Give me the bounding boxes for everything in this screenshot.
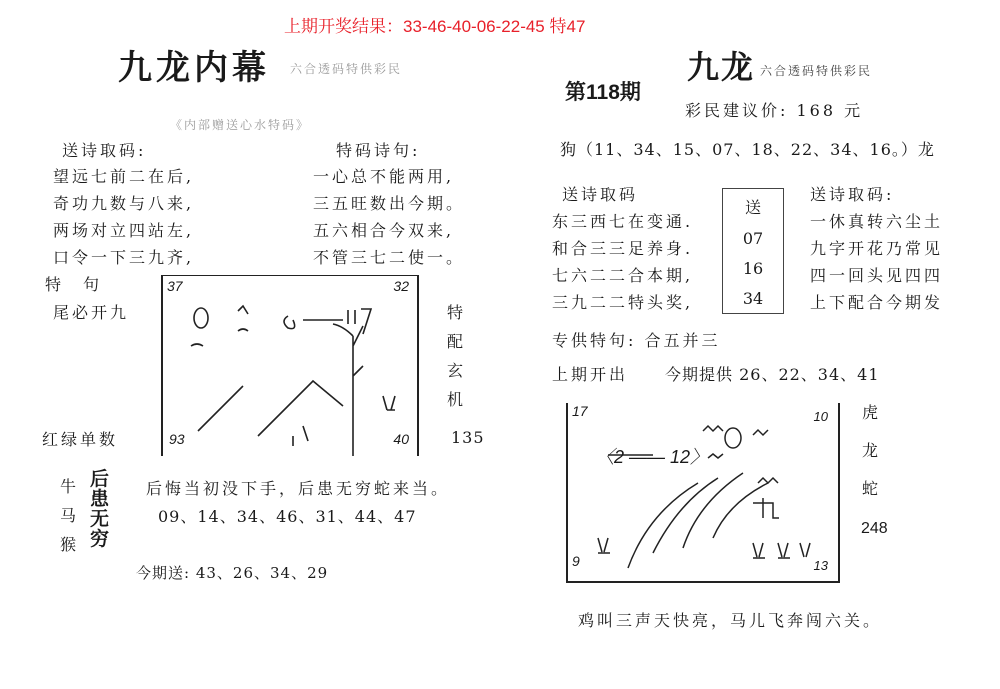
right-subtitle: 六合透码特供彩民 xyxy=(760,64,873,78)
zodiac: 猴 xyxy=(60,535,77,554)
phrase-char: 后 xyxy=(90,469,110,490)
red-green-label: 红绿单数 xyxy=(42,430,119,449)
sketch-corner-tr: 32 xyxy=(393,278,409,294)
left-sketch-frame xyxy=(161,275,419,456)
special-label: 特 句 xyxy=(45,275,103,294)
left-poem-line: 两场对立四站左, xyxy=(53,221,195,240)
left-poem-line: 奇功九数与八来, xyxy=(53,194,195,213)
send-box-number: 16 xyxy=(742,258,764,278)
last-open-label: 上期开出 xyxy=(552,365,629,384)
right-sketch-drawing xyxy=(568,403,838,581)
left-side-vertical xyxy=(447,300,463,410)
sketch-corner-tl: 37 xyxy=(167,278,183,294)
right-side-number: 248 xyxy=(861,520,888,537)
right-poem-right-line: 上下配合今期发 xyxy=(810,293,944,312)
left-subtitle: 六合透码特供彩民 xyxy=(290,62,403,76)
right-title: 九龙 xyxy=(687,48,756,86)
right-poem-left-line: 东三西七在变通. xyxy=(552,212,694,231)
left-poem-heading: 送诗取码: xyxy=(62,141,147,160)
issue-number: 第118期 xyxy=(565,81,641,104)
right-poem-right-line: 一休真转六尘土 xyxy=(810,212,944,231)
today-send: 今期送: 43、26、34、29 xyxy=(136,564,329,582)
sketch-corner-br: 40 xyxy=(393,431,409,447)
footer-verse: 鸡叫三声天快亮，马儿飞奔闯六关。 xyxy=(578,611,883,630)
suggested-price: 彩民建议价: 168 元 xyxy=(685,101,864,120)
sketch-corner-tl: 17 xyxy=(572,403,588,419)
left-side-number: 135 xyxy=(451,428,485,447)
send-box-number: 34 xyxy=(742,288,764,308)
sketch-corner-bl: 9 xyxy=(572,553,580,569)
this-issue-offer: 今期提供 26、22、34、41 xyxy=(665,365,880,384)
zodiac-list xyxy=(60,474,76,555)
phrase-char: 无 xyxy=(90,509,110,530)
right-poem-heading: 特码诗句: xyxy=(336,141,421,160)
right-poem-left-line: 七六二二合本期, xyxy=(552,266,694,285)
dog-dragon-line: 狗（11、34、15、07、18、22、34、16。）龙 xyxy=(560,140,935,159)
right-poem-right-line: 四一回头见四四 xyxy=(810,266,944,285)
phrase-char: 穷 xyxy=(90,529,110,550)
side-char: 虎 xyxy=(862,403,879,422)
right-poem-right-line: 九字开花乃常见 xyxy=(810,239,944,258)
right-poem-left-line: 三九二二特头奖, xyxy=(552,293,694,312)
side-char: 玄 xyxy=(447,361,464,380)
sketch-formula: 〈2 —— 12〉 xyxy=(596,447,709,467)
vertical-phrase xyxy=(90,470,109,550)
right-poem-line: 五六相合今双来, xyxy=(313,221,455,240)
left-poem-line: 口令一下三九齐, xyxy=(53,248,195,267)
side-char: 特 xyxy=(447,303,464,322)
right-poem-right-heading: 送诗取码: xyxy=(810,185,895,204)
sketch-corner-tr: 10 xyxy=(813,409,828,424)
send-number-box xyxy=(722,188,784,314)
side-char: 蛇 xyxy=(862,479,879,498)
right-poem-line: 不管三七二使一。 xyxy=(313,248,466,267)
special-text: 尾必开九 xyxy=(53,303,130,322)
left-verse: 后悔当初没下手，后患无穷蛇来当。 xyxy=(146,479,451,498)
zodiac: 牛 xyxy=(60,477,77,496)
side-char: 机 xyxy=(447,390,464,409)
right-poem-line: 一心总不能两用, xyxy=(313,167,455,186)
last-draw-result: 上期开奖结果：33-46-40-06-22-45 特47 xyxy=(284,17,586,36)
right-poem-line: 三五旺数出今期。 xyxy=(313,194,466,213)
right-poem-left-heading: 送诗取码 xyxy=(562,185,639,204)
send-box-label: 送 xyxy=(744,197,761,217)
side-char: 配 xyxy=(447,332,464,351)
sketch-corner-br: 13 xyxy=(813,558,828,573)
right-poem-left-line: 和合三三足养身. xyxy=(552,239,694,258)
left-title: 九龙内幕 xyxy=(118,48,270,88)
left-numbers: 09、14、34、46、31、44、47 xyxy=(158,507,417,526)
left-sketch-drawing xyxy=(163,276,417,456)
sketch-corner-bl: 93 xyxy=(169,431,185,447)
phrase-char: 患 xyxy=(90,489,110,510)
left-caption: 《内部赠送心水特码》 xyxy=(170,118,311,132)
side-char: 龙 xyxy=(862,441,879,460)
send-box-number: 07 xyxy=(742,228,764,248)
zodiac: 马 xyxy=(60,506,77,525)
right-side-vertical xyxy=(862,400,878,499)
right-sketch-frame xyxy=(566,403,840,583)
left-poem-line: 望远七前二在后, xyxy=(53,167,195,186)
special-phrase: 专供特句: 合五并三 xyxy=(552,331,721,350)
